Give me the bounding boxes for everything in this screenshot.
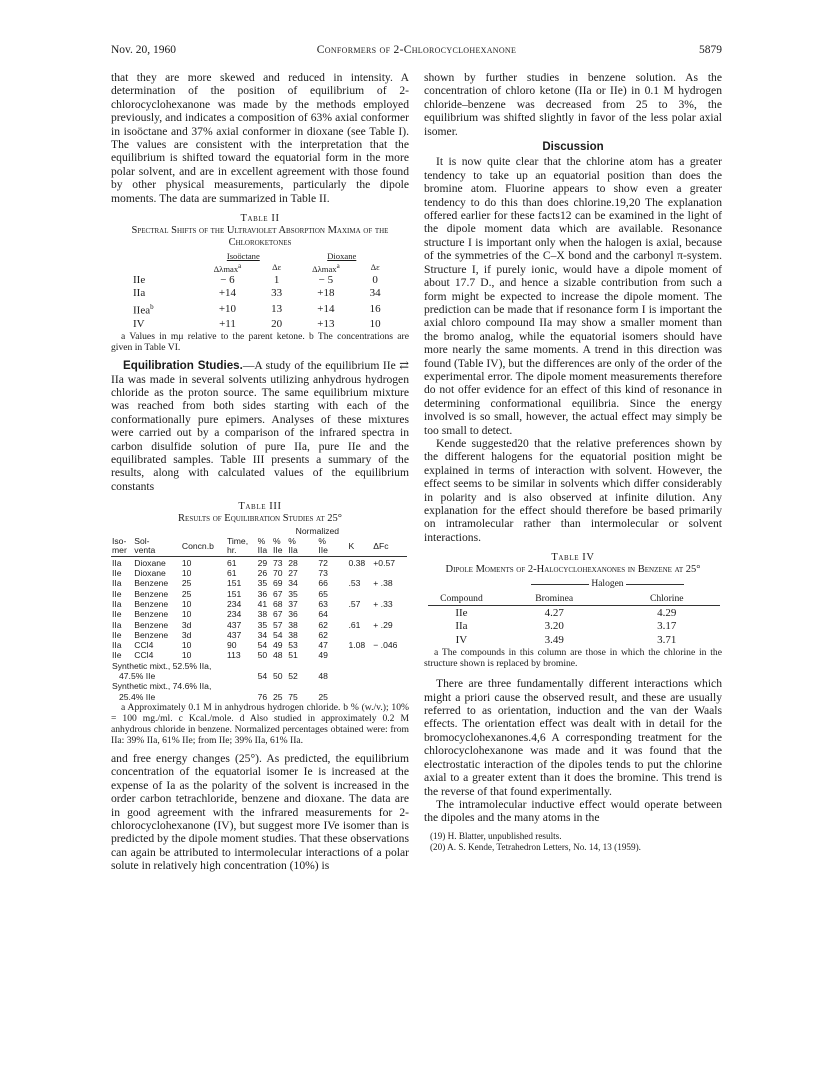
table-cell: + .33 bbox=[373, 598, 393, 609]
table-cell: 48 bbox=[272, 650, 283, 661]
table-cell bbox=[372, 589, 407, 599]
paragraph: that they are more skewed and reduced in intensity. A determination of the position of equilibrium of 2-chlorocyclohexanone was made by the methods employed previously, and indicates a composition of 63% axial conformer in isoöctane and 37% axial conformer in dioxane (see Table I). The values are consistent with the interpretation that the equilibrium is shifted toward the equatorial form in the more polar solvent, and are in excellent agreement with those found by other physical measurements, particularly the dipole moments. The data are summarized in Table II. bbox=[111, 71, 409, 205]
table-cell: 10 bbox=[181, 598, 192, 609]
table-cell: IIe bbox=[112, 609, 122, 620]
table-cell: .53 bbox=[348, 578, 361, 589]
running-header bbox=[111, 44, 722, 58]
table-cell: IIe bbox=[112, 629, 122, 640]
paragraph: Kende suggested20 that the relative preferences shown by the different halogens for the equatorial position might be explained in terms of interaction with solvent. However, the effect seems to be similar in solvents which differ considerably in polarity and is also observed at infinite dilution. Any explanation for the effect should therefore be based primarily on intramolecular rather than intermolecular or solvent interactions. bbox=[424, 436, 722, 544]
table-cell: 10 bbox=[181, 557, 192, 568]
table-row bbox=[111, 620, 407, 630]
table-row: Synthetic mixt., 74.6% IIa, bbox=[112, 681, 212, 692]
table-cell: + .38 bbox=[373, 578, 393, 589]
table-cell: 64 bbox=[318, 609, 328, 620]
table-row: Synthetic mixt., 52.5% IIa, bbox=[112, 660, 212, 671]
table-cell: IIe bbox=[112, 568, 122, 579]
table-header: Dioxane bbox=[327, 251, 357, 262]
table-cell: 27 bbox=[288, 568, 298, 579]
table-row: IIa 3.20 3.17 bbox=[455, 620, 677, 633]
table-cell: 49 bbox=[318, 650, 328, 661]
table-row bbox=[111, 650, 407, 660]
table-2 bbox=[121, 251, 391, 331]
table-cell bbox=[347, 589, 372, 599]
section-heading: Discussion bbox=[542, 141, 604, 154]
table-caption: Spectral Shifts of the Ultraviolet Absorption Maxima of the Chloroketones bbox=[131, 225, 389, 249]
table-cell: 62 bbox=[318, 619, 328, 630]
table-cell: Benzene bbox=[134, 598, 169, 609]
table-cell: 29 bbox=[257, 557, 268, 568]
table-cell: IIe bbox=[112, 650, 122, 661]
paragraph: The intramolecular inductive effect would operate between the dipoles and the many atoms in the bbox=[424, 797, 722, 825]
table-cell: 35 bbox=[257, 578, 268, 589]
table-cell: 38 bbox=[257, 609, 268, 620]
table-label: Table IV bbox=[551, 552, 595, 564]
run-in-heading: Equilibration Studies. bbox=[123, 359, 243, 373]
table-row: IIe 4.27 4.29 bbox=[455, 607, 677, 620]
table-cell: 34 bbox=[288, 578, 298, 589]
table-cell: Benzene bbox=[134, 629, 169, 640]
table-cell bbox=[372, 568, 407, 578]
paragraph: There are three fundamentally different interactions which might a priori cause the observed result, and these are usually referred to as orientation, induction and the van der Waals effects. The orientation effect was dealt with in detail for the bromocyclohexanones.4,6 A corresponding treatment for the chlorocyclohexanone was made and it was found that the electrostatic interaction of the dipoles tends to put the chlorine axial to a greater extent than it does the bromine. This trend is the reverse of that found experimentally. bbox=[424, 677, 722, 798]
table-cell: 234 bbox=[226, 609, 242, 620]
table-cell bbox=[372, 650, 407, 660]
table-cell: 51 bbox=[288, 650, 298, 661]
table-cell: .57 bbox=[348, 598, 361, 609]
table-cell: 3d bbox=[181, 629, 192, 640]
table-cell: 50 bbox=[257, 650, 268, 661]
table-cell: 28 bbox=[288, 557, 298, 568]
table-4 bbox=[428, 578, 720, 647]
table-cell: 37 bbox=[288, 598, 298, 609]
table-cell: 61 bbox=[226, 557, 237, 568]
paragraph: —A study of the equilibrium IIe ⇄ IIa was made in several solvents utilizing anhydrous hydrogen chloride as the proton source. The same equilibrium mixture was reached from both sides starting with each of the conformationally pure epimers. Analyses of these mixtures were carried out by a comparison of the infrared spectra in carbon disulfide solution of pure IIa, pure IIe and the equilibrated samples. Table III presents a summary of the results, along with calculated values of the equilibrium constants bbox=[111, 359, 409, 493]
table-cell: 113 bbox=[226, 650, 241, 661]
table-cell: 10 bbox=[181, 640, 192, 651]
table-cell bbox=[347, 609, 372, 619]
table-cell: 53 bbox=[288, 640, 298, 651]
table-cell: 67 bbox=[272, 588, 283, 599]
table-cell: 73 bbox=[318, 568, 328, 579]
table-cell: 36 bbox=[288, 609, 298, 620]
table-cell: Benzene bbox=[134, 609, 169, 620]
table-cell: 10 bbox=[181, 650, 192, 661]
table-cell: 25 bbox=[181, 578, 192, 589]
table-cell: Dioxane bbox=[134, 568, 166, 579]
page-number: 5879 bbox=[699, 44, 722, 56]
table-header: Isoöctane bbox=[226, 251, 260, 262]
table-row: IIea$^b$ +10 13 +14 16 bbox=[133, 302, 381, 317]
table-cell: Benzene bbox=[134, 588, 169, 599]
table-cell: 90 bbox=[226, 640, 237, 651]
table-row bbox=[111, 630, 407, 640]
right-column bbox=[424, 71, 722, 853]
table-cell: 57 bbox=[272, 619, 283, 630]
table-row: 25.4% IIe 76 25 75 25 bbox=[119, 691, 328, 702]
table-cell: IIe bbox=[112, 588, 122, 599]
table-cell: − .046 bbox=[373, 640, 398, 651]
table-cell: Benzene bbox=[134, 619, 169, 630]
table-cell: 67 bbox=[272, 609, 283, 620]
paragraph: It is now quite clear that the chlorine atom has a greater tendency to take up an equatorial position than does the bromine atom. Fluorine appears to show even a greater tendency to do this than does chlorine.19,20 The explanation offered earlier for these facts12 can be examined in the light of the dipole moment data which are available. Resonance structure I is important only when the halogen is axial, because of the symmetries of the C–X bond and the carbonyl π-system. Structure I, if purely ionic, would have a dipole moment of about 17.7 D., and hence a sizable contribution from such a form might be expected to increase the dipole moment. The prediction can be made that if resonance form I is important the axial chloro compound IIa may show a smaller moment than the bromo analog, while the equatorial isomers should have more nearly the same moments. A trend in this direction was found (Table IV), but the differences are only of the order of the experimental error. The dipole moment measurements therefore do not offer evidence for an effect of this kind of resonance in determining conformational equilibria. Since the energy involved is so small, however, the actual effect may simply be too small to detect. bbox=[424, 155, 722, 437]
table-cell: 47 bbox=[318, 640, 328, 651]
table-cell: 70 bbox=[272, 568, 283, 579]
table-cell: 437 bbox=[226, 629, 242, 640]
table-cell: 41 bbox=[257, 598, 268, 609]
table-header: % IIe bbox=[272, 535, 283, 556]
paragraph: shown by further studies in benzene solution. As the concentration of chloro ketone (IIa or IIe) in 0.1 M hydrogen chloride–benzene was decreased from 25 to 3%, the equilibrium was shifted slightly in favor of the less polar axial isomer. bbox=[424, 71, 722, 138]
table-cell: 36 bbox=[257, 588, 268, 599]
table-cell: 61 bbox=[226, 568, 237, 579]
table-row bbox=[111, 578, 407, 588]
footnote: (20) A. S. Kende, Tetrahedron Letters, No. 14, 13 (1959). bbox=[430, 841, 641, 852]
table-cell: 34 bbox=[257, 629, 268, 640]
table-cell: 151 bbox=[226, 578, 242, 589]
table-header: % IIa bbox=[257, 535, 268, 556]
table-cell: 54 bbox=[272, 629, 283, 640]
table-cell: 63 bbox=[318, 598, 328, 609]
table-cell: 65 bbox=[318, 588, 328, 599]
table-label: Table II bbox=[240, 213, 280, 225]
table-caption: Results of Equilibration Studies at 25° bbox=[178, 513, 342, 525]
table-cell: 62 bbox=[318, 629, 328, 640]
table-footnote: a Approximately 0.1 M in anhydrous hydrogen chloride. b % (w./v.); 10% = 100 mg./ml. c Kcal./mole. d Also studied in approximately 0.2 M anhydrous chloride in benzene. Normalized percentages obtained were: from IIa: 39% IIa, 61% IIe; from IIe; 39% IIa, 61% IIa. bbox=[111, 701, 409, 746]
table-cell: 3d bbox=[181, 619, 192, 630]
table-row: IIe − 6 1 − 5 0 bbox=[133, 273, 378, 286]
table-header: Δλmax$^a$ bbox=[213, 262, 242, 274]
table-cell: 38 bbox=[288, 629, 298, 640]
table-cell: 73 bbox=[272, 557, 283, 568]
table-cell: Benzene bbox=[134, 578, 169, 589]
table-row: IV 3.49 3.71 bbox=[455, 633, 677, 646]
table-cell bbox=[347, 630, 372, 640]
table-cell: Dioxane bbox=[134, 557, 166, 568]
table-cell: IIa bbox=[112, 640, 122, 651]
table-cell: CCl4 bbox=[134, 650, 154, 661]
paragraph: and free energy changes (25°). As predicted, the equilibrium concentration of the equatorial isomer Ie is increased at the expense of Ia as the polarity of the solvent is increased in the order carbon tetrachloride, benzene and dioxane. The data are in good agreement with the infrared measurements for 2-chlorocyclohexanone (IV), but suggest more IVe isomer than is predicted by the dipole moment studies. That these observations can again be attributed to intermolecular interactions of a polar solute in relatively high concentration (10%) is bbox=[111, 751, 409, 873]
table-cell: CCl4 bbox=[134, 640, 154, 651]
table-footnote: a Values in mμ relative to the parent ketone. b The concentrations are given in Table VI. bbox=[111, 331, 409, 354]
table-cell: 25 bbox=[181, 588, 192, 599]
table-header: Time, hr. bbox=[226, 535, 249, 556]
table-header: Normalized bbox=[295, 526, 340, 537]
table-row: IIa +14 33 +18 34 bbox=[133, 287, 381, 300]
table-cell: 1.08 bbox=[348, 640, 366, 651]
table-3 bbox=[111, 527, 407, 702]
table-cell: +0.57 bbox=[373, 557, 396, 568]
header-date: Nov. 20, 1960 bbox=[111, 44, 177, 56]
header-title: Conformers of 2-Chlorocyclohexanone bbox=[316, 44, 517, 56]
table-cell: 69 bbox=[272, 578, 283, 589]
table-cell: 151 bbox=[226, 588, 242, 599]
table-header: Chlorine bbox=[649, 592, 684, 604]
table-header: ΔFc bbox=[373, 540, 389, 551]
table-header: Sol- venta bbox=[134, 535, 156, 556]
table-cell: 35 bbox=[257, 619, 268, 630]
table-cell: 234 bbox=[226, 598, 242, 609]
table-cell: IIa bbox=[112, 557, 122, 568]
table-cell: + .29 bbox=[373, 619, 393, 630]
table-cell: IIa bbox=[112, 619, 122, 630]
table-cell bbox=[372, 609, 407, 619]
table-header: Halogen bbox=[495, 578, 720, 591]
table-row bbox=[111, 609, 407, 619]
table-header: Concn.b bbox=[181, 540, 214, 551]
table-row bbox=[111, 599, 407, 609]
table-cell bbox=[347, 650, 372, 660]
table-cell: 54 bbox=[257, 640, 268, 651]
table-cell: 38 bbox=[288, 619, 298, 630]
table-cell: 66 bbox=[318, 578, 328, 589]
table-header: Δε bbox=[370, 262, 380, 273]
table-row bbox=[111, 640, 407, 650]
table-cell bbox=[347, 568, 372, 578]
table-cell: .61 bbox=[348, 619, 361, 630]
table-cell: 10 bbox=[181, 568, 192, 579]
table-label: Table III bbox=[238, 501, 282, 513]
table-caption: Dipole Moments of 2-Halocyclohexanones in Benzene at 25° bbox=[445, 564, 701, 576]
table-cell: 26 bbox=[257, 568, 268, 579]
table-footnote: a The compounds in this column are those in which the chlorine in the structure shown is replaced by bromine. bbox=[424, 647, 722, 670]
table-row: IV +11 20 +13 10 bbox=[133, 317, 381, 330]
table-row: 47.5% IIe 54 50 52 48 bbox=[119, 671, 328, 682]
footnote: (19) H. Blatter, unpublished results. bbox=[430, 830, 562, 841]
table-row bbox=[111, 568, 407, 578]
table-header: % IIe bbox=[318, 535, 328, 556]
table-header: Brominea bbox=[535, 592, 574, 604]
table-row bbox=[111, 558, 407, 568]
table-cell bbox=[372, 630, 407, 640]
table-row bbox=[111, 589, 407, 599]
table-cell: IIa bbox=[112, 598, 122, 609]
left-column bbox=[111, 71, 409, 873]
table-cell: 437 bbox=[226, 619, 242, 630]
table-cell: 49 bbox=[272, 640, 283, 651]
table-header: Δε bbox=[272, 262, 282, 273]
table-cell: 35 bbox=[288, 588, 298, 599]
table-header: Δλmax$^a$ bbox=[312, 262, 340, 274]
table-header: Compound bbox=[440, 592, 483, 604]
table-cell: 72 bbox=[318, 557, 328, 568]
table-cell: 68 bbox=[272, 598, 283, 609]
table-header: % IIa bbox=[288, 535, 298, 556]
table-header: Iso- mer bbox=[112, 535, 127, 556]
table-cell: 0.38 bbox=[348, 557, 366, 568]
table-header: K bbox=[348, 540, 355, 551]
table-cell: IIa bbox=[112, 578, 122, 589]
table-cell: 10 bbox=[181, 609, 192, 620]
